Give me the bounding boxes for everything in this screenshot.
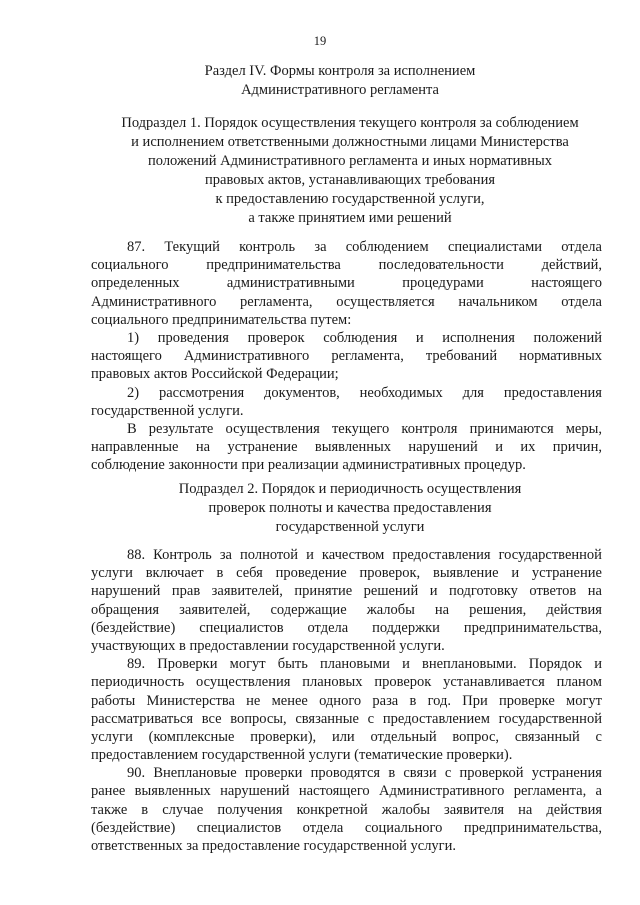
- section-title-line: Раздел IV. Формы контроля за исполнением: [204, 63, 476, 79]
- subsection-title-line: правовых актов, устанавливающих требования: [205, 172, 495, 188]
- subsection-title-line: положений Административного регламента и иных нормативных: [148, 153, 552, 169]
- page-number: 19: [313, 34, 327, 48]
- text-line: 87. Текущий контроль за соблюдением специалистами отдела: [127, 239, 602, 255]
- text-line: социального предпринимательства путем:: [91, 311, 352, 328]
- subsection-title-line: Подраздел 1. Порядок осуществления текущего контроля за соблюдением: [121, 115, 579, 131]
- text-line: (бездействие) специалистов отдела поддержки предпринимательства,: [91, 619, 602, 636]
- text-line: ранее выявленных нарушений настоящего Административного регламента, а: [91, 783, 602, 800]
- section-title: [120, 62, 560, 100]
- text-line: 90. Внеплановые проверки проводятся в связи с проверкой устранения: [127, 765, 602, 782]
- text-line: нарушений прав заявителей, принятие решений и подготовку ответов на: [91, 583, 602, 600]
- subsection-title-line: а также принятием ими решений: [248, 210, 452, 226]
- text-line: направленные на устранение выявленных нарушений и их причин,: [91, 439, 602, 456]
- subsection-title-line: к предоставлению государственной услуги,: [215, 191, 485, 207]
- body-text-block-b: [91, 546, 602, 855]
- subsection-title-line: Подраздел 2. Порядок и периодичность осуществления: [178, 481, 522, 497]
- text-line: 89. Проверки могут быть плановыми и внеплановыми. Порядок и: [127, 656, 602, 673]
- text-line: (бездействие) специалистов отдела социального предпринимательства,: [91, 819, 602, 836]
- text-line: периодичность осуществления плановых проверок устанавливается планом: [91, 674, 602, 691]
- subsection-title-line: государственной услуги: [275, 519, 425, 535]
- text-line: рассматриваться все вопросы, связанные с предоставлением государственной: [91, 710, 602, 727]
- text-line: предоставлением государственной услуги (тематические проверки).: [91, 747, 513, 764]
- text-line: также в случае получения конкретной жалобы заявителя на действия: [91, 801, 602, 818]
- section-title-line: Административного регламента: [241, 82, 439, 98]
- text-line: 88. Контроль за полнотой и качеством предоставления государственной: [127, 547, 602, 563]
- text-line: правовых актов Российской Федерации;: [91, 366, 339, 383]
- text-line: определенных административными процедурами настоящего: [91, 275, 602, 292]
- text-line: В результате осуществления текущего контроля принимаются меры,: [127, 420, 602, 437]
- text-line: государственной услуги.: [91, 402, 244, 419]
- text-line: 2) рассмотрения документов, необходимых для предоставления: [127, 384, 602, 401]
- text-line: настоящего Административного регламента, требований нормативных: [91, 348, 602, 365]
- body-text-block-a: [91, 238, 602, 474]
- subsection-2-title: [110, 480, 590, 537]
- text-line: 1) проведения проверок соблюдения и исполнения положений: [127, 329, 602, 346]
- text-line: социального предпринимательства последовательности действий,: [91, 257, 602, 274]
- text-line: Административного регламента, осуществляется начальником отдела: [91, 293, 602, 310]
- text-line: обращения заявителей, содержащие жалобы на решения, действия: [91, 601, 602, 618]
- text-line: работы Министерства не менее одного раза в год. При проверке могут: [91, 692, 602, 709]
- subsection-title-line: и исполнением ответственными должностными лицами Министерства: [131, 134, 569, 150]
- text-line: услуги включает в себя проведение проверок, выявление и устранение: [91, 565, 602, 582]
- text-line: участвующих в предоставлении государственной услуги.: [91, 637, 445, 654]
- subsection-title-line: проверок полноты и качества предоставления: [208, 500, 492, 516]
- text-line: соблюдение законности при реализации административных процедур.: [91, 457, 526, 474]
- text-line: ответственных за предоставление государственной услуги.: [91, 838, 457, 854]
- subsection-1-title: [90, 114, 610, 228]
- text-line: услуги (комплексные проверки), или отдельный вопрос, связанный с: [91, 728, 602, 745]
